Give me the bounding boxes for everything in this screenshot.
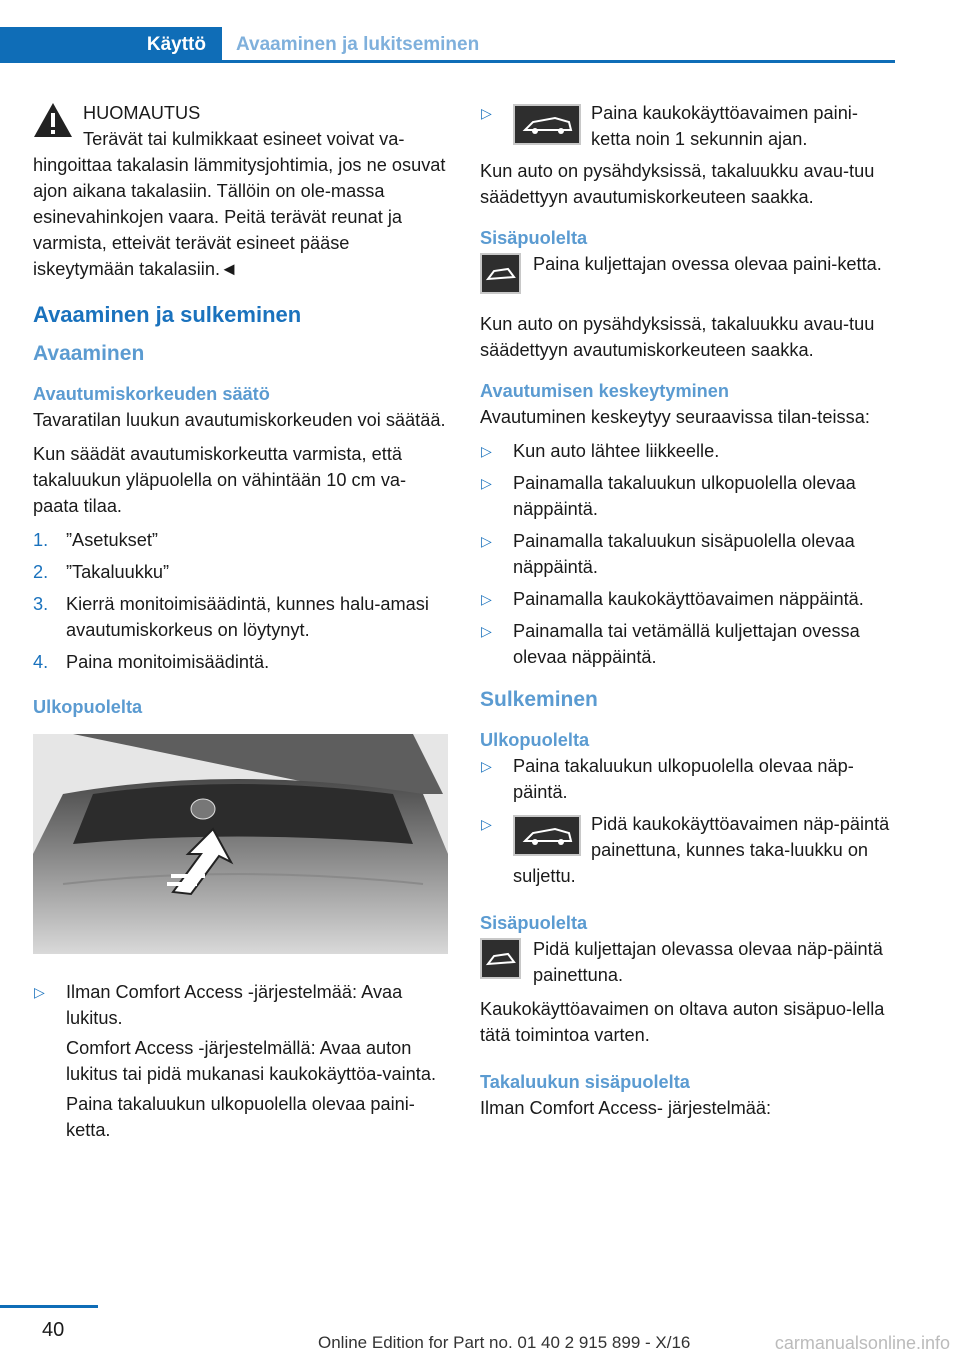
- list-item-text: Kun auto lähtee liikkeelle.: [513, 441, 720, 461]
- list-item-text: Painamalla tai vetämällä kuljettajan ovessa olevaa näppäintä.: [513, 621, 860, 667]
- paragraph: Ilman Comfort Access -järjestelmää: Avaa lukitus.: [66, 982, 403, 1028]
- triangle-bullet-icon: ▷: [481, 623, 492, 639]
- footer-rule: [0, 1305, 98, 1308]
- heading-open-close: Avaaminen ja sulkeminen: [33, 302, 302, 327]
- list-item-text: Paina takaluukun ulkopuolella olevaa näp-päintä.: [513, 756, 854, 802]
- subsection-tab[interactable]: Avaaminen ja lukitseminen: [236, 34, 480, 55]
- paragraph: Kaukokäyttöavaimen on oltava auton sisäpuo-lella tätä toimintoa varten.: [480, 999, 885, 1045]
- heading-outside-2: Ulkopuolelta: [480, 730, 590, 750]
- paragraph: Kun auto on pysähdyksissä, takaluukku avau-tuu säädettyyn avautumiskorkeuteen saakka.: [480, 161, 875, 207]
- paragraph: Comfort Access -järjestelmällä: Avaa auton lukitus tai pidä mukanasi kaukokäyttöa-vainta.: [66, 1038, 437, 1084]
- warning-block: [33, 100, 448, 282]
- right-column: [480, 100, 895, 1129]
- edition-text: Online Edition for Part no. 01 40 2 915 899 - X/16: [318, 1333, 691, 1352]
- list-item: [480, 618, 895, 670]
- heading-outside: Ulkopuolelta: [33, 697, 143, 717]
- list-item: [33, 591, 448, 643]
- page-number: 40: [42, 1319, 65, 1341]
- steps-list: [33, 527, 448, 675]
- warning-title: HUOMAUTUS: [83, 103, 201, 123]
- heading-closing: Sulkeminen: [480, 688, 598, 711]
- remote-key-tailgate-icon: [513, 815, 581, 856]
- header-bar: [0, 27, 895, 63]
- tailgate-photo: [33, 734, 448, 954]
- warning-icon: [33, 102, 73, 138]
- list-item-text: Painamalla takaluukun sisäpuolella olevaa näppäintä.: [513, 531, 855, 577]
- paragraph: Kun säädät avautumiskorkeutta varmista, että takaluukun yläpuolella on vähintään 10 cm va-paata tilaa.: [33, 444, 407, 516]
- step-text: Kierrä monitoimisäädintä, kunnes halu-amasi avautumiskorkeus on löytynyt.: [66, 594, 429, 640]
- list-item: [480, 811, 895, 889]
- step-number: 3.: [33, 594, 49, 614]
- list-item: [480, 470, 895, 522]
- warning-text: hingoittaa takalasin lämmitysjohtimia, jos ne osuvat ajon aikana takalasiin. Tällöin on ole-massa esinevahinkojen vaara. Peitä terävät reunat ja varmista, etteivät terävät esineet pääse iskeytymään takalasiin.◄: [33, 155, 446, 279]
- header-rule: [222, 60, 895, 63]
- driver-door-instruction: [480, 251, 895, 303]
- triangle-bullet-icon: ▷: [481, 533, 492, 549]
- triangle-bullet-icon: ▷: [34, 984, 45, 1000]
- interrupt-list: [480, 438, 895, 670]
- triangle-bullet-icon: ▷: [481, 105, 492, 121]
- triangle-bullet-icon: ▷: [481, 443, 492, 459]
- list-item: [480, 100, 895, 152]
- paragraph: Paina takaluukun ulkopuolella olevaa paini-ketta.: [66, 1094, 415, 1140]
- list-item: [480, 586, 895, 612]
- step-number: 2.: [33, 562, 49, 582]
- step-text: ”Takaluukku”: [66, 562, 170, 582]
- list-item: [480, 438, 895, 464]
- triangle-bullet-icon: ▷: [481, 758, 492, 774]
- door-tailgate-button-icon: [480, 253, 521, 294]
- heading-opening-height: Avautumiskorkeuden säätö: [33, 384, 270, 404]
- door-tailgate-button-icon: [480, 938, 521, 979]
- list-item: [33, 559, 448, 585]
- step-number: 4.: [33, 652, 49, 672]
- step-number: 1.: [33, 530, 49, 550]
- left-column: [33, 100, 448, 1151]
- driver-hold-text: Pidä kuljettajan olevassa olevaa näp-päintä painettuna.: [533, 939, 883, 985]
- triangle-bullet-icon: ▷: [481, 475, 492, 491]
- list-item: [33, 649, 448, 675]
- triangle-bullet-icon: ▷: [481, 591, 492, 607]
- list-item: [33, 527, 448, 553]
- remote-key-instruction: Paina kaukokäyttöavaimen paini-ketta noin 1 sekunnin ajan.: [591, 103, 858, 149]
- paragraph: Tavaratilan luukun avautumiskorkeuden voi säätää.: [33, 410, 446, 430]
- heading-interrupt: Avautumisen keskeytyminen: [480, 381, 730, 401]
- list-item-text: Painamalla takaluukun ulkopuolella olevaa näppäintä.: [513, 473, 856, 519]
- driver-door-text: Paina kuljettajan ovessa olevaa paini-ketta.: [533, 254, 882, 274]
- heading-inside-2: Sisäpuolelta: [480, 913, 588, 933]
- list-item-text: Painamalla kaukokäyttöavaimen näppäintä.: [513, 589, 864, 609]
- triangle-bullet-icon: ▷: [481, 816, 492, 832]
- driver-hold-instruction: [480, 936, 895, 988]
- list-item: [480, 753, 895, 805]
- section-label: Käyttö: [146, 34, 206, 55]
- paragraph: Ilman Comfort Access- järjestelmää:: [480, 1098, 772, 1118]
- list-item-text: Pidä kaukokäyttöavaimen näp-päintä painettuna, kunnes taka-luukku on suljettu.: [513, 814, 890, 886]
- paragraph: Avautuminen keskeytyy seuraavissa tilan-teissa:: [480, 407, 870, 427]
- section-tab[interactable]: [0, 27, 222, 63]
- heading-inside: Sisäpuolelta: [480, 228, 588, 248]
- heading-opening: Avaaminen: [33, 342, 145, 365]
- step-text: Paina monitoimisäädintä.: [66, 652, 270, 672]
- list-item: [480, 528, 895, 580]
- paragraph: Kun auto on pysähdyksissä, takaluukku avau-tuu säädettyyn avautumiskorkeuteen saakka.: [480, 314, 875, 360]
- list-item: [33, 979, 448, 1143]
- heading-from-inside: Takaluukun sisäpuolelta: [480, 1072, 690, 1092]
- step-text: ”Asetukset”: [66, 530, 158, 550]
- remote-key-tailgate-icon: [513, 104, 581, 145]
- warning-text-first: Terävät tai kulmikkaat esineet voivat va-: [83, 129, 405, 149]
- watermark: carmanualsonline.info: [774, 1333, 950, 1353]
